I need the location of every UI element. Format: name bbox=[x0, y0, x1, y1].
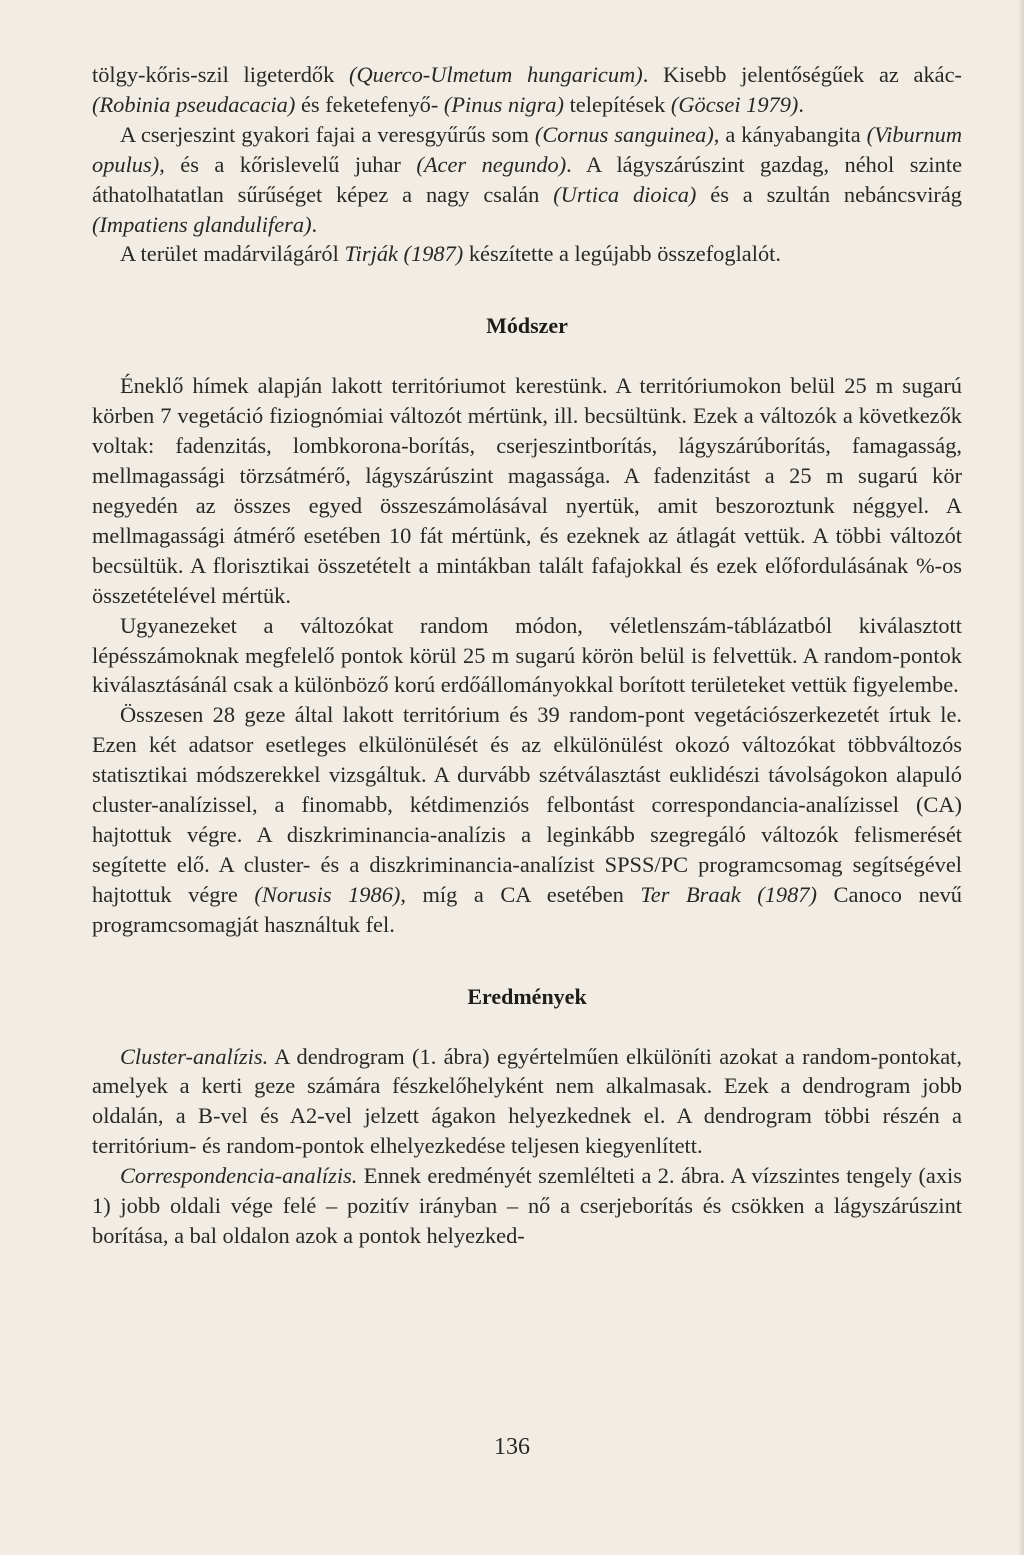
section-heading-method: Módszer bbox=[486, 313, 568, 339]
text-run: és feketefenyő- bbox=[295, 91, 444, 117]
text-run: A cserjeszint gyakori fajai a veresgyűrűs som bbox=[120, 121, 535, 147]
text-run: . A lágyszárúszint gazdag, néhol szinte áthatolhatatlan sűrűséget képez a nagy csalán bbox=[92, 151, 963, 207]
italic-text-run: (Urtica dioica) bbox=[553, 181, 697, 207]
intro-paragraph-3 bbox=[92, 239, 962, 269]
page-number: 136 bbox=[494, 1434, 530, 1460]
italic-text-run: (Querco-Ulmetum hungaricum) bbox=[349, 62, 643, 87]
text-run: . Kisebb jelentőségűek az akác- bbox=[642, 62, 962, 87]
italic-text-run: (Impatiens glandulifera) bbox=[92, 211, 312, 237]
italic-text-run: (Cornus sanguinea) bbox=[534, 121, 714, 147]
method-paragraph-2 bbox=[92, 611, 962, 701]
text-run: , míg a CA esetében bbox=[400, 881, 641, 907]
text-run: Ennek eredményét szemlélteti a 2. ábra. A vízszintes tengely (axis 1) jobb oldali vége felé – pozitív irányban – nő a cserjeborítás és csökken a lágyszárúszint borítása, a bal oldalon azok a pontok helyezked- bbox=[92, 1163, 962, 1248]
italic-text-run: Correspondencia-analízis. bbox=[120, 1163, 358, 1189]
text-run: készítette a legújabb összefoglalót. bbox=[463, 241, 781, 267]
text-run: . bbox=[798, 91, 804, 117]
section-heading-results: Eredmények bbox=[467, 983, 587, 1009]
italic-text-run: (Robinia pseudacacia) bbox=[92, 91, 296, 117]
text-run: Ugyanezeket a változókat random módon, véletlenszám-táblázatból kiválasztott lépésszámoknak megfelelő pontok körül 25 m sugarú körön belül is felvettük. A random-pontok kiválasztásánál csak a különböző korú erdőállományokkal borított területeket vettük figyelembe. bbox=[92, 612, 962, 698]
text-run: és a szultán nebáncsvirág bbox=[696, 181, 963, 207]
text-run: . bbox=[311, 211, 318, 237]
text-run: Canoco nevű programcsomagját használtuk fel. bbox=[92, 881, 962, 937]
text-run: Összesen 28 geze által lakott territórium és 39 random-pont vegetációszerkezetét írtuk le. Ezen két adatsor esetleges elkülönülését és az elkülönülést okozó változókat többváltozós statisztikai módszerekkel vizsgáltuk. A durvább szétválasztást euklidészi távolságokon alapuló cluster-analízissel, a finomabb, kétdimenziós felbontást correspondancia-analízissel (CA) hajtottuk végre. A diszkriminancia-analízis a leginkább szegregáló változók felismerését segítette elő. A cluster- és a diszkriminancia-analízist SPSS/PC programcsomag segítségével hajtottuk végre bbox=[92, 702, 962, 907]
text-run: telepítések bbox=[563, 91, 671, 117]
italic-text-run: (Pinus nigra) bbox=[443, 91, 564, 117]
italic-text-run: Tirják (1987) bbox=[344, 241, 464, 267]
text-run: A terület madárvilágáról bbox=[120, 241, 345, 267]
text-run: A dendrogram (1. ábra) egyértelműen elkülöníti azokat a random-pontokat, amelyek a kerti geze számára fészkelőhelyként nem alkalmasak. Ezek a dendrogram jobb oldalán, a B-vel és A2-vel jelzett ágakon helyezkednek el. A dendrogram többi részén a territórium- és random-pontok elhelyezkedése teljesen kiegyenlített. bbox=[92, 1043, 962, 1159]
italic-text-run: Cluster-analízis. bbox=[120, 1043, 269, 1069]
italic-text-run: (Göcsei 1979) bbox=[670, 91, 799, 117]
intro-paragraph-2 bbox=[92, 120, 962, 240]
method-paragraph-3 bbox=[92, 700, 962, 939]
method-paragraph-1 bbox=[92, 371, 962, 610]
text-run: tölgy-kőris-szil ligeterdők bbox=[92, 62, 349, 87]
text-run: Éneklő hímek alapján lakott territóriumot kerestünk. A territóriumokon belül 25 m sugarú körben 7 vegetáció fiziognómiai változót mértünk, ill. becsültünk. Ezek a változók a következők voltak: fadenzitás, lombkorona-borítás, cserjeszintborítás, lágyszárúborítás, famagasság, mellmagassági törzsátmérő, lágyszárúszint magassága. A fadenzitást a 25 m sugarú kör negyedén az összes egyed összeszámolásával nyertük, amit beszoroztunk néggyel. A mellmagassági átmérő esetében 10 fát mértünk, és ezeknek az átlagát vettük. A többi változót becsültük. A florisztikai összetételt a mintákban talált fafajokkal és ezek előfordulásának %-os összetételével mértük. bbox=[92, 373, 962, 608]
italic-text-run: (Viburnum opulus) bbox=[92, 121, 962, 177]
intro-paragraph-1 bbox=[92, 60, 962, 120]
results-paragraph-2 bbox=[92, 1161, 962, 1251]
text-run: , és a kőrislevelű juhar bbox=[159, 151, 417, 177]
page-edge-shadow bbox=[1018, 0, 1024, 1555]
italic-text-run: (Acer negundo) bbox=[416, 151, 567, 177]
italic-text-run: Ter Braak (1987) bbox=[640, 881, 817, 907]
text-run: , a kányabangita bbox=[713, 121, 867, 147]
italic-text-run: (Norusis 1986) bbox=[254, 881, 401, 907]
results-paragraph-1 bbox=[92, 1042, 962, 1162]
